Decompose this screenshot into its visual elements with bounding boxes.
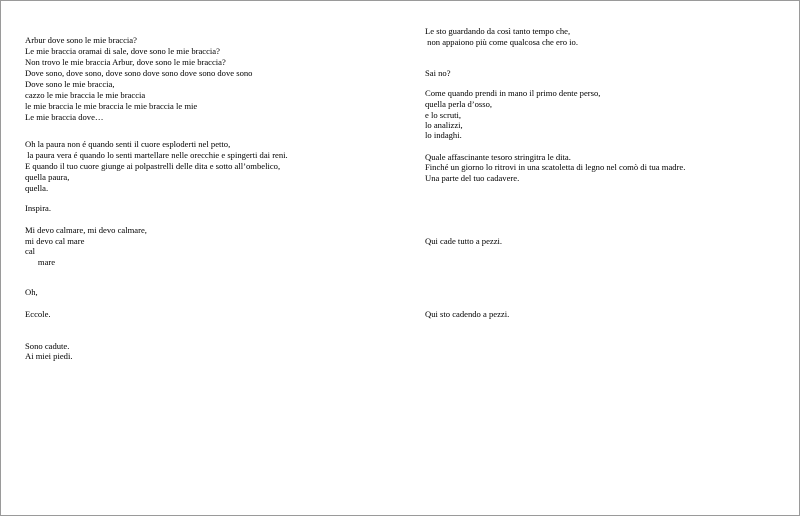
poem-line: Le mie braccia dove… [25, 112, 104, 122]
poem-line: Arbur dove sono le mie braccia? [25, 35, 137, 45]
poem-line: Sono cadute. [25, 341, 70, 351]
poem-line: Finché un giorno lo ritrovi in una scatoletta di legno nel comò di tua madre. [425, 162, 686, 172]
poem-line: E quando il tuo cuore giunge ai polpastrelli delle dita e sotto all’ombelico, [25, 161, 281, 171]
poem-line: quella. [25, 183, 49, 193]
poem-line: la paura vera é quando lo senti martellare nelle orecchie e spingerti dai reni. [25, 150, 288, 160]
poem-line: Le mie braccia oramai di sale, dove sono le mie braccia? [25, 46, 220, 56]
poem-line: Ai miei piedi. [25, 351, 73, 361]
poem-line: Oh, [25, 287, 38, 297]
poem-line: lo indaghi. [425, 130, 462, 140]
poem-line: Inspira. [25, 203, 52, 213]
poem-line: non appaiono più come qualcosa che ero io. [425, 37, 578, 47]
poem-line: quella paura, [25, 172, 70, 182]
poem-line: Dove sono le mie braccia, [25, 79, 115, 89]
poem-line: cal [25, 246, 36, 256]
poem-line: Eccole. [25, 309, 51, 319]
poem-line: lo analizzi, [425, 120, 463, 130]
poem-line: quella perla d’osso, [425, 99, 493, 109]
poem-line: Qui sto cadendo a pezzi. [425, 309, 510, 319]
poem-line: Quale affascinante tesoro stringitra le dita. [425, 152, 571, 162]
poem-line: mare [25, 257, 56, 267]
poem-line: Le sto guardando da così tanto tempo che, [425, 26, 571, 36]
poem-line: Non trovo le mie braccia Arbur, dove sono le mie braccia? [25, 57, 226, 67]
poem-line: Sai no? [425, 68, 451, 78]
poem-line: e lo scruti, [425, 110, 462, 120]
poem-line: le mie braccia le mie braccia le mie braccia le mie [25, 101, 198, 111]
poem-line: Come quando prendi in mano il primo dente perso, [425, 88, 601, 98]
poem-line: Una parte del tuo cadavere. [425, 173, 520, 183]
poem-line: Oh la paura non é quando senti il cuore esploderti nel petto, [25, 139, 231, 149]
poem-line: mi devo cal mare [25, 236, 85, 246]
poem-line: Qui cade tutto a pezzi. [425, 236, 503, 246]
poem-line: Dove sono, dove sono, dove sono dove sono dove sono dove sono [25, 68, 253, 78]
poem-line: Mi devo calmare, mi devo calmare, [25, 225, 147, 235]
poem-line: cazzo le mie braccia le mie braccia [25, 90, 146, 100]
